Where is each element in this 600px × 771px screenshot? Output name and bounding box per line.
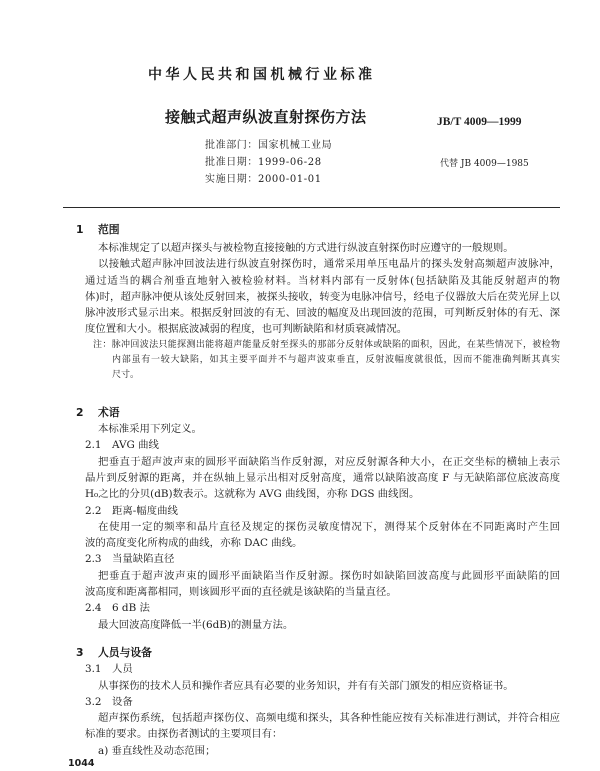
note-block [0, 338, 600, 383]
body-line: 最大回波高度降低一半(6dB)的测量方法。 [98, 618, 294, 631]
subsection-heading-personnel [85, 661, 600, 677]
subsection-number: 2.2 [85, 504, 102, 517]
standard-category: 中华人民共和国机械行业标准 [148, 67, 376, 83]
body-line: 度位置和大小。根据底波减弱的程度，也可判断缺陷和材质衰减情况。 [85, 323, 408, 336]
replaces-standard: 代替 JB 4009—1985 [440, 159, 529, 169]
section-title: 术语 [98, 405, 120, 419]
section-number: 3 [76, 645, 84, 659]
page-number: 1044 [68, 758, 95, 769]
list-item: a) 垂直线性及动态范围； [98, 744, 216, 757]
body-line: 从事探伤的技术人员和操作者应具有必要的业务知识，并有有关部门颁发的相应资格证书。 [98, 679, 514, 692]
subsection-heading-equivalent-diameter [85, 551, 600, 567]
section-number: 2 [76, 405, 84, 419]
note-line: 尺寸。 [112, 369, 140, 380]
body-line: 晶片到反射源的距离，并在纵轴上显示出相对反射高度，通常以缺陷波高度 F 与无缺陷部位底波高度 [85, 471, 560, 484]
subsection-number: 3.2 [85, 695, 102, 708]
subsection-heading-dac-curve [85, 503, 600, 519]
subsection-title: 6 dB 法 [112, 602, 150, 615]
subsection-number: 2.4 [85, 602, 102, 615]
subsection-title: 人员 [112, 663, 133, 676]
body-line: 波的高度变化所构成的曲线，亦称 DAC 曲线。 [85, 537, 303, 550]
section-title: 范围 [98, 223, 120, 236]
subsection-heading-equipment [85, 694, 600, 710]
subsection-title: AVG 曲线 [112, 439, 159, 452]
subsection-title: 设备 [112, 695, 133, 708]
body-line: 以接触式超声脉冲回波法进行纵波直射探伤时，通常采用单压电晶片的探头发射高频超声波脉冲， [98, 258, 560, 271]
body-line: 超声探伤系统，包括超声探伤仪、高频电缆和探头，其各种性能应按有关标准进行测试，并符合相应 [98, 712, 560, 725]
body-line: 本标准规定了以超声探头与被检物直接接触的方式进行纵波直射探伤时应遵守的一般规则。 [98, 242, 514, 254]
subsection-title: 距离-幅度曲线 [112, 504, 178, 517]
document-body [0, 221, 600, 759]
body-line: 通过适当的耦合剂垂直地射入被检验材料。当材料内部有一反射体(包括缺陷及其能反射超声的物 [85, 274, 560, 287]
subsection-title: 当量缺陷直径 [112, 553, 175, 566]
body-line: 体)时，超声脉冲便从该处反射回来，被探头接收，转变为电脉冲信号，经电子仪器放大后在荧光屏上以 [85, 290, 560, 303]
body-line: 把垂直于超声波声束的圆形平面缺陷当作反射源。探伤时如缺陷回波高度与此圆形平面缺陷的回 [98, 569, 560, 582]
subsection-heading-avg-curve [85, 437, 600, 453]
body-line: 脉冲波形式显示出来。根据反射回波的有无、回波的幅度及出现回波的范围，可判断反射体的有无、深 [85, 307, 560, 320]
spacer [0, 383, 600, 405]
subsection-heading-6db-method [85, 600, 600, 616]
effective-date: 实施日期：2000-01-01 [205, 174, 322, 185]
body-line: 在使用一定的频率和晶片直径及规定的探伤灵敏度情况下，测得某个反射体在不同距离时产生回 [98, 520, 560, 533]
document-title: 接触式超声纵波直射探伤方法 [165, 108, 367, 126]
body-line: 波高度和距离都相同，则该圆形平面的直径就是该缺陷的当量直径。 [85, 586, 397, 599]
section-heading-scope [76, 221, 600, 238]
section-heading-terms [76, 405, 600, 421]
subsection-number: 2.1 [85, 439, 102, 452]
body-line: 把垂直于超声波声束的圆形平面缺陷当作反射源，对应反射源各种大小，在正交坐标的横轴上表示 [98, 455, 560, 468]
subsection-number: 2.3 [85, 553, 102, 566]
spacer [0, 633, 600, 645]
approval-department: 批准部门：国家机械工业局 [205, 140, 333, 151]
note-line: 注：脉冲回波法只能探测出能将超声能量反射至探头的那部分反射体或缺陷的面积，因此，在某些情况下，被检物 [93, 339, 560, 350]
body-line: H₀之比的分贝(dB)数表示。这就称为 AVG 曲线图，亦称 DGS 曲线图。 [85, 488, 420, 501]
subsection-number: 3.1 [85, 663, 102, 676]
note-line: 内部虽有一较大缺陷，如其主要平面并不与超声波束垂直，反射波幅度就很低，因而不能准确判断其真实 [112, 354, 560, 365]
standard-code: JB/T 4009—1999 [437, 116, 522, 128]
body-line: 本标准采用下列定义。 [98, 423, 202, 436]
section-heading-personnel-equipment [76, 645, 600, 661]
section-title: 人员与设备 [98, 645, 152, 659]
header-divider [63, 207, 560, 208]
approval-date: 批准日期：1999-06-28 [205, 157, 322, 168]
body-line: 标准的要求。由探伤者测试的主要项目有： [85, 728, 283, 741]
section-number: 1 [76, 223, 84, 236]
